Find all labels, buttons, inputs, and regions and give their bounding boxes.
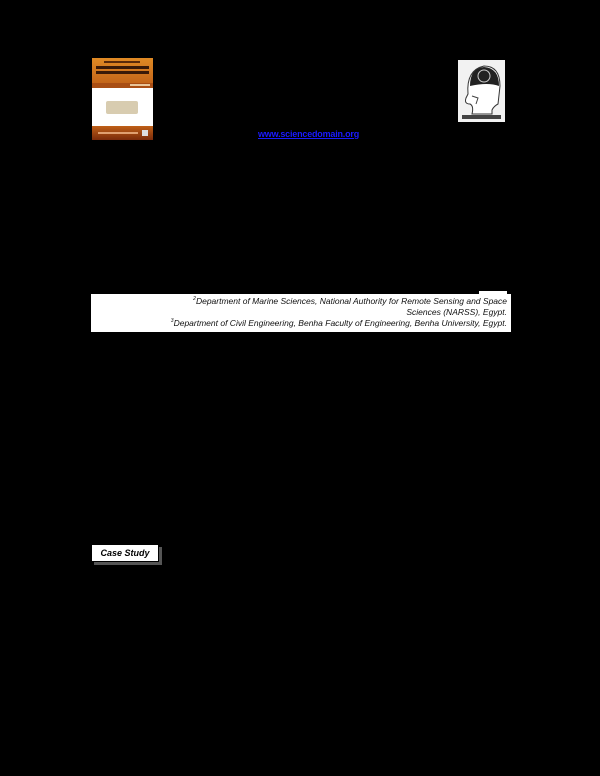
article-type-badge bbox=[91, 544, 159, 562]
website-link[interactable]: www.sciencedomain.org bbox=[258, 129, 359, 139]
publisher-logo bbox=[458, 60, 505, 122]
affiliation-2-continued: Sciences (NARSS), Egypt. bbox=[406, 307, 507, 317]
affiliation-2: $^2$Department of Marine Sciences, National Authority for Remote Sensing and Space bbox=[193, 296, 507, 306]
article-type-label: Case Study bbox=[100, 548, 150, 558]
cover-publisher-band bbox=[92, 126, 153, 140]
cover-title-area bbox=[92, 58, 153, 83]
cover-picture bbox=[106, 101, 138, 114]
cover-volume-band bbox=[92, 83, 153, 88]
affiliation-3: $^3$Department of Civil Engineering, Benha Faculty of Engineering, Benha University, Egypt. bbox=[170, 318, 507, 328]
journal-cover-image bbox=[92, 58, 153, 140]
affiliations-block bbox=[91, 294, 511, 332]
